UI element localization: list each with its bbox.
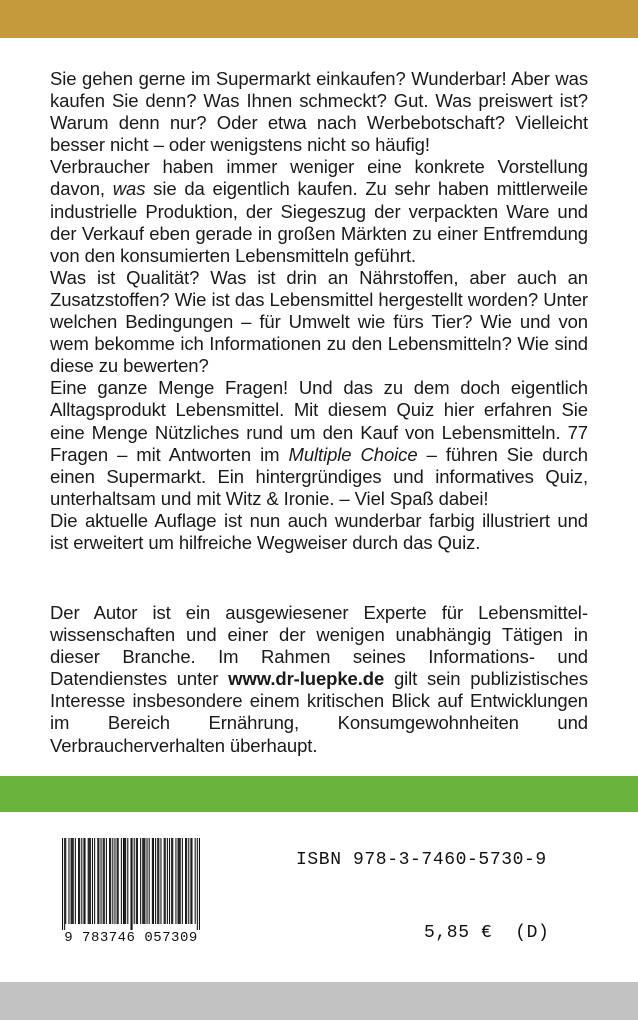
blurb-text	[50, 68, 588, 554]
author-bio	[50, 602, 588, 757]
author-paragraph: Der Autor ist ein ausgewiesener Experte für Lebensmittelwissenschaften und einer der wenigen unabhängig Tätigen in dieser Branche. Im Rahmen seines Informations- und Datendienstes unter www.dr-luepke.de gilt sein publizistisches Interesse insbesondere einem kritischen Blick auf Entwicklungen im Bereich Ernährung, Konsumgewohnheiten und Verbraucherverhalten überhaupt.	[50, 602, 589, 756]
barcode	[62, 838, 200, 948]
author-website-link[interactable]: www.dr-luepke.de	[228, 668, 385, 690]
blurb-paragraph-5: Die aktuelle Auflage ist nun auch wunderbar farbig illustriert und ist erweitert um hilfreiche Wegweiser durch das Quiz.	[50, 509, 588, 553]
blurb-paragraph-2: Verbraucher haben immer weniger eine konkrete Vorstellung davon, was sie da eigentlich kaufen. Zu sehr haben mittlerweile industrielle Produktion, der Siegeszug der verpackten Ware und der Verkauf eben gerade in großen Märkten zu einer Entfremdung von den konsumierten Lebensmitteln geführt.	[50, 156, 588, 266]
emphasis-was: was	[112, 178, 146, 200]
top-color-band	[0, 0, 638, 38]
emphasis-multiple-choice: Multiple Choice	[288, 443, 418, 465]
barcode-digits: 9 783746 057309	[64, 930, 198, 946]
blurb-paragraph-1: Sie gehen gerne im Supermarkt einkaufen? Wunderbar! Aber was kaufen Sie denn? Was Ihnen schmeckt? Gut. Was preiswert ist? Warum denn nur? Oder etwa nach Werbebotschaft? Vielleicht besser nicht – oder wenigstens nicht so häufig!	[50, 68, 588, 156]
barcode-bars-icon	[62, 838, 200, 930]
blurb-paragraph-3: Was ist Qualität? Was ist drin an Nährstoffen, aber auch an Zusatzstoffen? Wie ist das Lebensmittel hergestellt worden? Unter welchen Bedingungen – für Umwelt wie fürs Tier? Wie und von wem bekomme ich Informationen zu den Lebensmitteln? Wie sind diese zu bewerten?	[50, 266, 588, 377]
isbn-number: ISBN 978-3-7460-5730-9	[296, 850, 547, 870]
bottom-color-band	[0, 982, 638, 1020]
blurb-paragraph-4: Eine ganze Menge Fragen! Und das zu dem doch eigentlich Alltagsprodukt Lebensmittel. Mit diesem Quiz hier erfahren Sie eine Menge Nützliches rund um den Kauf von Lebensmitteln. 77 Fragen – mit Antworten im Multiple Choice – führen Sie durch einen Supermarkt. Ein hintergründiges und informatives Quiz, unterhaltsam und mit Witz & Ironie. – Viel Spaß dabei!	[50, 377, 589, 509]
green-color-band	[0, 776, 638, 812]
price-label: 5,85 € (D)	[424, 923, 550, 943]
